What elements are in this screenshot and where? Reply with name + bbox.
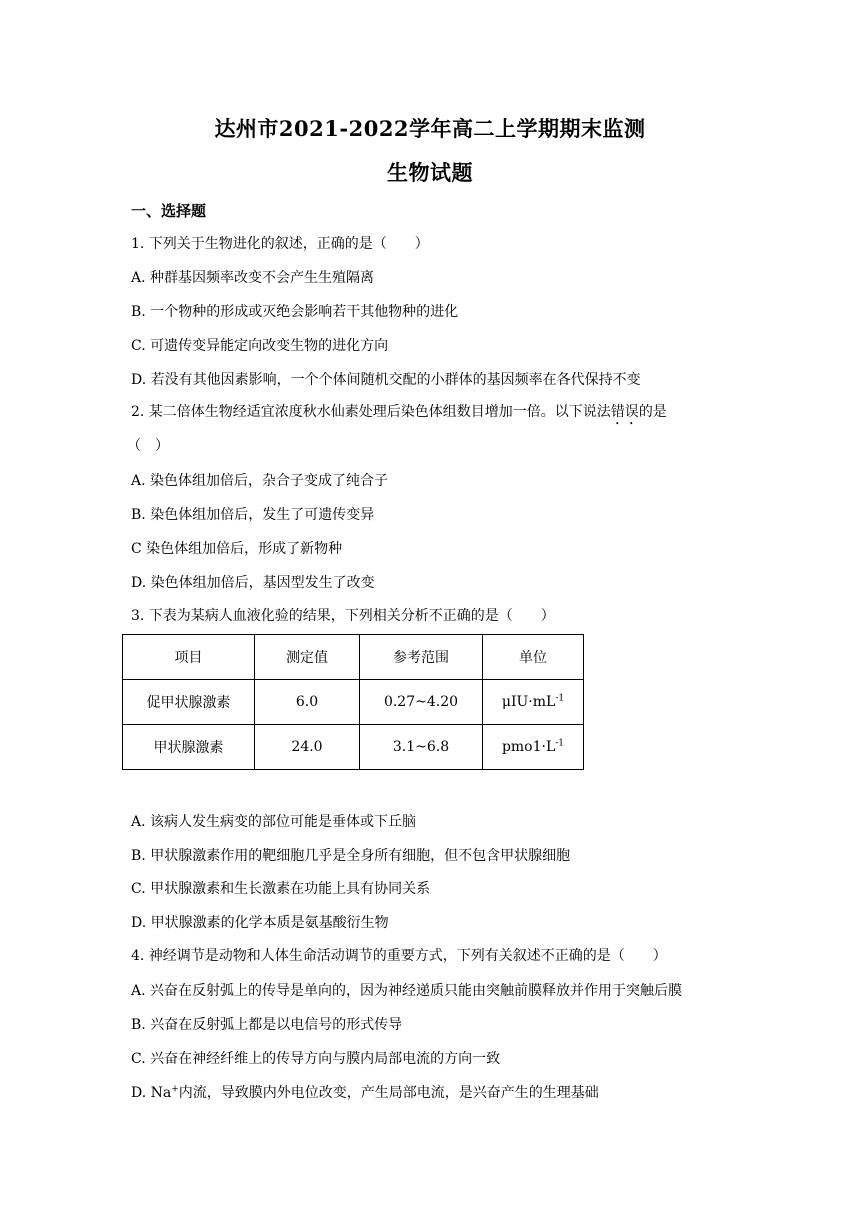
table-cell-range: 0.27~4.20	[360, 680, 483, 725]
table-header-row	[123, 635, 584, 680]
unit-exponent: -1	[555, 738, 565, 749]
unit-text: μIU·mL	[501, 694, 556, 710]
table-row	[123, 680, 584, 725]
q2-stem	[131, 402, 667, 428]
q4-option-b: B. 兴奋在反射弧上都是以电信号的形式传导	[131, 1017, 403, 1033]
q4-option-d-sup: +	[171, 1084, 179, 1095]
table-header-cell: 项目	[123, 635, 255, 680]
q4-stem: 4. 神经调节是动物和人体生命活动调节的重要方式，下列有关叙述不正确的是（ ）	[131, 948, 667, 964]
exam-title: 达州市2021-2022学年高二上学期期末监测	[214, 116, 646, 141]
q2-option-b: B. 染色体组加倍后，发生了可遗传变异	[131, 507, 375, 523]
q2-option-c: C 染色体组加倍后，形成了新物种	[131, 541, 343, 557]
q2-option-d: D. 染色体组加倍后，基因型发生了改变	[131, 575, 375, 591]
table-header-cell: 单位	[483, 635, 584, 680]
q1-option-c: C. 可遗传变异能定向改变生物的进化方向	[131, 338, 389, 354]
q3-option-d: D. 甲状腺激素的化学本质是氨基酸衍生物	[131, 915, 389, 931]
q4-option-a: A. 兴奋在反射弧上的传导是单向的，因为神经递质只能由突触前膜释放并作用于突触后膜	[131, 983, 683, 999]
q2-stem-pre: 2. 某二倍体生物经适宜浓度秋水仙素处理后染色体组数目增加一倍。以下说法	[131, 404, 611, 420]
exam-subtitle: 生物试题	[387, 160, 473, 185]
q2-stem-emphasis: 错误	[610, 404, 639, 420]
q4-option-c: C. 兴奋在神经纤维上的传导方向与膜内局部电流的方向一致	[131, 1051, 501, 1067]
table-cell-item: 甲状腺激素	[123, 725, 255, 770]
table-row	[123, 725, 584, 770]
q3-stem: 3. 下表为某病人血液化验的结果，下列相关分析不正确的是（ ）	[131, 608, 555, 624]
q2-answer-paren: （ ）	[127, 438, 169, 454]
table-cell-value: 24.0	[255, 725, 360, 770]
table-cell-item: 促甲状腺激素	[123, 680, 255, 725]
q2-stem-post: 的是	[638, 404, 667, 420]
q4-option-d	[131, 1083, 599, 1103]
table-header-cell: 测定值	[255, 635, 360, 680]
section-heading: 一、选择题	[131, 202, 207, 220]
table-cell-value: 6.0	[255, 680, 360, 725]
q3-option-b: B. 甲状腺激素作用的靶细胞几乎是全身所有细胞，但不包含甲状腺细胞	[131, 848, 571, 864]
q4-option-d-pre: D. Na	[131, 1085, 172, 1101]
q2-option-a: A. 染色体组加倍后，杂合子变成了纯合子	[131, 473, 389, 489]
unit-text: pmo1·L	[501, 739, 556, 755]
q1-option-b: B. 一个物种的形成或灭绝会影响若干其他物种的进化	[131, 304, 459, 320]
q4-option-d-post: 内流，导致膜内外电位改变，产生局部电流，是兴奋产生的生理基础	[178, 1085, 599, 1101]
q3-option-a: A. 该病人发生病变的部位可能是垂体或下丘脑	[131, 814, 417, 830]
unit-exponent: -1	[555, 693, 565, 704]
table-cell-unit	[483, 725, 584, 770]
q3-option-c: C. 甲状腺激素和生长激素在功能上具有协同关系	[131, 881, 431, 897]
lab-results-table	[122, 634, 584, 770]
table-cell-range: 3.1~6.8	[360, 725, 483, 770]
q1-stem: 1. 下列关于生物进化的叙述，正确的是（ ）	[131, 236, 429, 252]
table-cell-unit	[483, 680, 584, 725]
table-header-cell: 参考范围	[360, 635, 483, 680]
q1-option-a: A. 种群基因频率改变不会产生生殖隔离	[131, 270, 375, 286]
q1-option-d: D. 若没有其他因素影响，一个个体间随机交配的小群体的基因频率在各代保持不变	[131, 372, 641, 388]
